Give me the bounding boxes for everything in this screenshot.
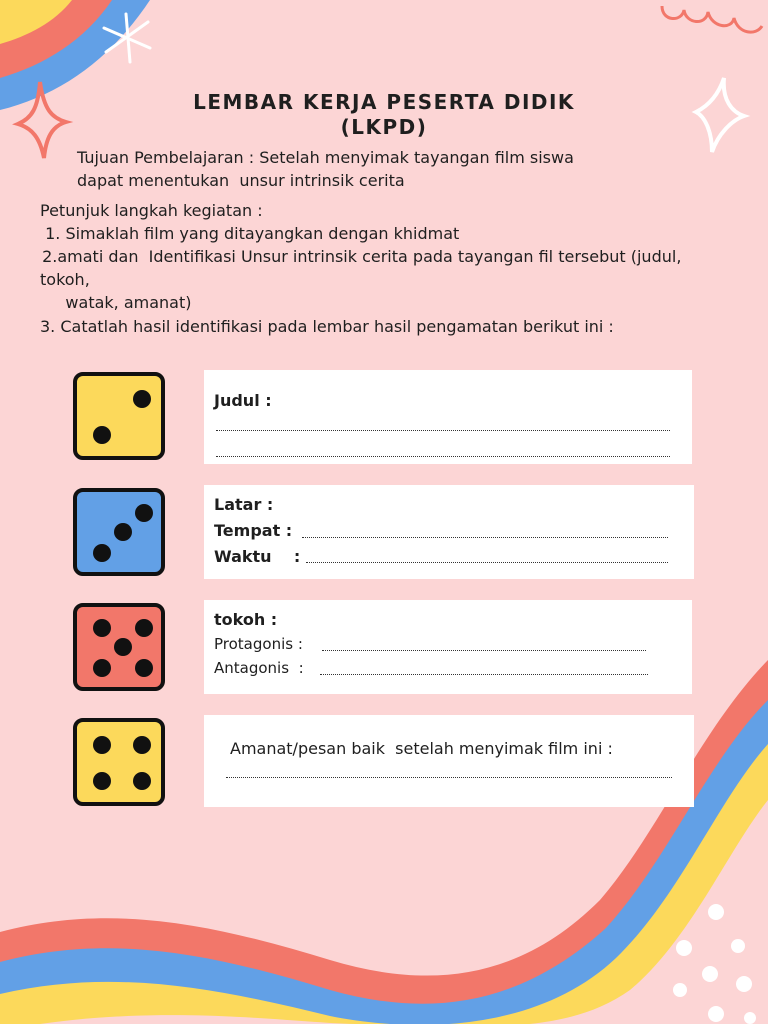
die-pip: [133, 736, 151, 754]
instruction-step-1: 1. Simaklah film yang ditayangkan dengan khidmat: [40, 224, 460, 243]
instruction-step-3: 3. Catatlah hasil identifikasi pada lembar hasil pengamatan berikut ini :: [40, 317, 614, 336]
dice-four-icon: [73, 718, 165, 806]
dice-three-icon: [73, 488, 165, 576]
dice-two-icon: [73, 372, 165, 460]
latar-box: [204, 485, 694, 579]
die-pip: [93, 619, 111, 637]
judul-box: [204, 370, 692, 464]
die-pip: [93, 659, 111, 677]
die-pip: [93, 736, 111, 754]
waktu-answer-line[interactable]: [306, 562, 668, 563]
objective-line-1: Tujuan Pembelajaran : Setelah menyimak tayangan film siswa: [77, 148, 574, 167]
squiggle-icon: [662, 6, 762, 32]
tokoh-label: tokoh :: [214, 610, 278, 629]
tokoh-box: [204, 600, 692, 694]
tempat-label: Tempat :: [214, 521, 293, 540]
page-title: LEMBAR KERJA PESERTA DIDIK: [193, 90, 575, 114]
die-pip: [93, 426, 111, 444]
judul-label: Judul :: [214, 391, 272, 410]
amanat-label: Amanat/pesan baik setelah menyimak film ini :: [230, 739, 613, 758]
die-pip: [93, 544, 111, 562]
die-pip: [135, 619, 153, 637]
judul-answer-line-1[interactable]: [216, 430, 670, 431]
antagonis-answer-line[interactable]: [320, 674, 648, 675]
instruction-step-2-line-1: 2.amati dan Identifikasi Unsur intrinsik cerita pada tayangan fil tersebut (judul,: [37, 247, 682, 266]
die-pip: [93, 772, 111, 790]
instruction-step-2-line-3: watak, amanat): [40, 293, 192, 312]
instructions-heading: Petunjuk langkah kegiatan :: [40, 201, 263, 220]
page-subtitle: (LKPD): [340, 115, 428, 139]
die-pip: [114, 638, 132, 656]
die-pip: [114, 523, 132, 541]
tempat-answer-line[interactable]: [302, 537, 668, 538]
waktu-label: Waktu :: [214, 547, 301, 566]
amanat-answer-line[interactable]: [226, 777, 672, 778]
die-pip: [133, 390, 151, 408]
antagonis-label: Antagonis :: [214, 659, 304, 677]
protagonis-label: Protagonis :: [214, 635, 303, 653]
die-pip: [135, 504, 153, 522]
judul-answer-line-2[interactable]: [216, 456, 670, 457]
latar-label: Latar :: [214, 495, 274, 514]
die-pip: [135, 659, 153, 677]
instruction-step-2-line-2: tokoh,: [40, 270, 90, 289]
protagonis-answer-line[interactable]: [322, 650, 646, 651]
dice-five-icon: [73, 603, 165, 691]
die-pip: [133, 772, 151, 790]
amanat-box: [204, 715, 694, 807]
objective-line-2: dapat menentukan unsur intrinsik cerita: [77, 171, 405, 190]
